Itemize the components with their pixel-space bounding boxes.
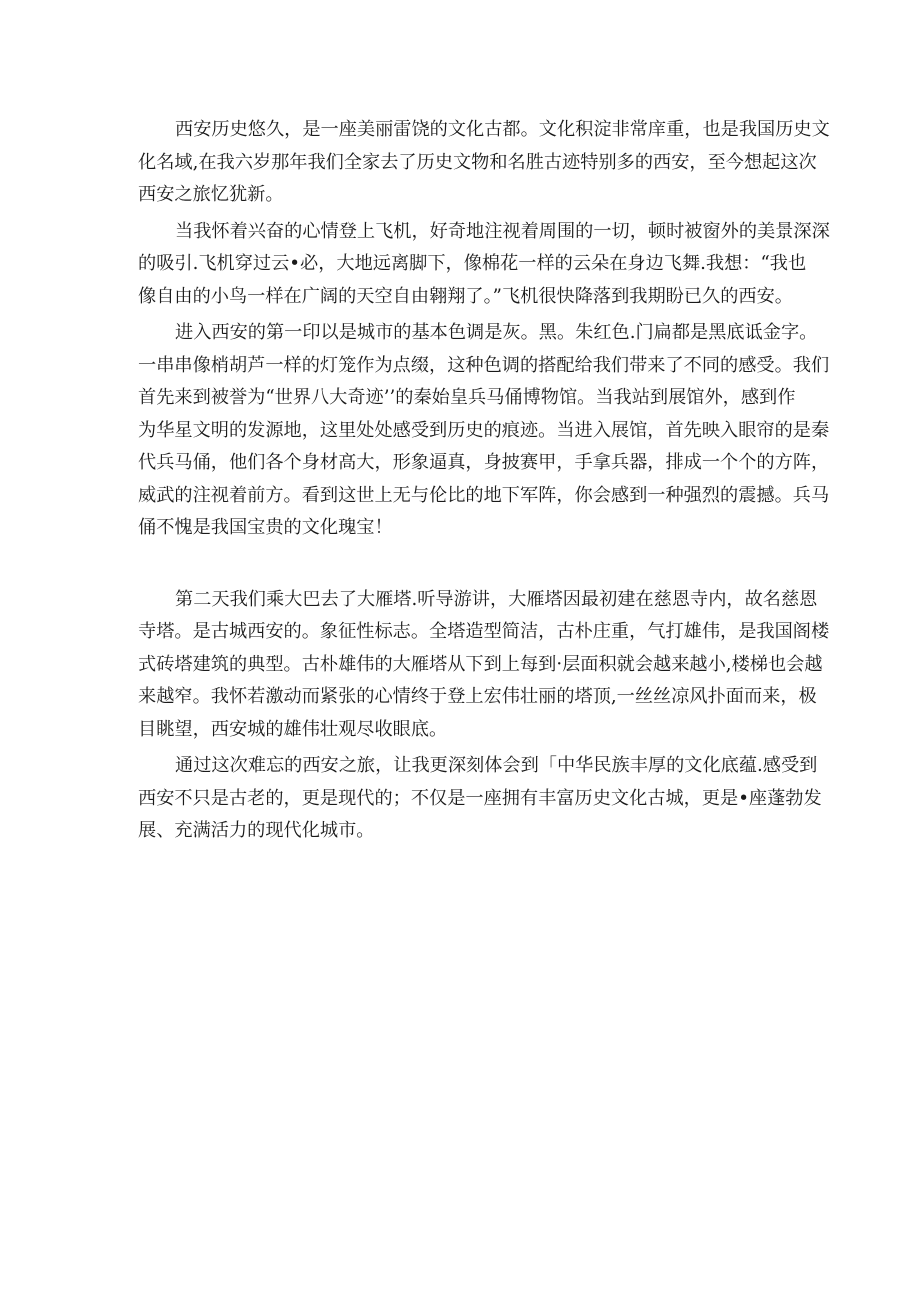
text-line: 西安之旅忆犹新。 bbox=[138, 184, 284, 205]
paragraph-intro bbox=[138, 114, 830, 212]
paragraph-flight bbox=[138, 216, 830, 314]
paragraph-terracotta bbox=[138, 317, 830, 545]
text-line: 化名域,在我六岁那年我们全家去了历史文物和名胜古迹特别多的西安，至今想起这次 bbox=[138, 151, 817, 173]
text-line: 目眺望，西安城的雄伟壮观尽收眼底。 bbox=[138, 718, 448, 740]
text-line: 像自由的小鸟一样在广阔的天空自由翱翔了。”飞机很快降落到我期盼已久的西安。 bbox=[138, 285, 793, 307]
text-line: 俑不愧是我国宝贵的文化瑰宝！ bbox=[138, 517, 393, 538]
text-line: 代兵马俑，他们各个身材高大，形象逼真，身披赛甲，手拿兵器，排成一个个的方阵， bbox=[138, 452, 830, 473]
text-line: 西安不只是古老的，更是现代的；不仅是一座拥有丰富历史文化古城，更是•座蓬勃发 bbox=[138, 787, 822, 809]
text-line: 首先来到被誉为“世界八大奇迹’’的秦始皇兵马俑博物馆。当我站到展馆外，感到作 bbox=[138, 387, 796, 408]
paragraph-big-wild-goose-pagoda bbox=[138, 584, 830, 747]
paragraph-conclusion bbox=[138, 750, 822, 848]
text-line: 为华星文明的发源地，这里处处感受到历史的痕迹。当进入展馆，首先映入眼帘的是秦 bbox=[138, 419, 830, 441]
text-line: 式砖塔建筑的典型。古朴雄伟的大雁塔从下到上每到·层面积就会越来越小,楼梯也会越 bbox=[138, 653, 823, 675]
text-line: 进入西安的第一印以是城市的基本色调是灰。黑。朱红色.门扁都是黑底诋金字。 bbox=[175, 322, 818, 343]
essay-body bbox=[138, 114, 830, 852]
text-line: 西安历史悠久，是一座美丽雷饶的文化古都。文化积淀非常庠重，也是我国历史文 bbox=[175, 119, 830, 140]
paragraph-spacer bbox=[138, 549, 793, 584]
text-line: 当我怀着兴奋的心情登上飞机，好奇地注视着周围的一切，顿时被窗外的美景深深 bbox=[175, 220, 830, 242]
text-line: 通过这次难忘的西安之旅，让我更深刻体会到「中华民族丰厚的文化底蕴.感受到 bbox=[175, 755, 818, 776]
text-line: 来越窄。我怀若激动而紧张的心情终于登上宏伟壮丽的塔顶,一丝丝凉风扑面而来，极 bbox=[138, 686, 817, 707]
text-line: 一串串像梢胡芦一样的灯笼作为点缀，这种色调的搭配给我们带来了不同的感受。我们 bbox=[138, 354, 830, 376]
text-line: 第二天我们乘大巴去了大雁塔.听导游讲，大雁塔因最初建在慈恩寺内，故名慈恩 bbox=[175, 588, 818, 610]
text-line: 展、充满活力的现代化城市。 bbox=[138, 820, 375, 841]
text-line: 的吸引.飞机穿过云•必，大地远离脚下，像棉花一样的云朵在身边飞舞.我想：“我也 bbox=[138, 253, 807, 274]
text-line: 寺塔。是古城西安的。象征性标志。全塔造型简洁，古朴庄重，气打雄伟，是我国阁楼 bbox=[138, 621, 830, 642]
text-line: 威武的注视着前方。看到这世上无与伦比的地下军阵，你会感到一种强烈的震撼。兵马 bbox=[138, 484, 830, 506]
